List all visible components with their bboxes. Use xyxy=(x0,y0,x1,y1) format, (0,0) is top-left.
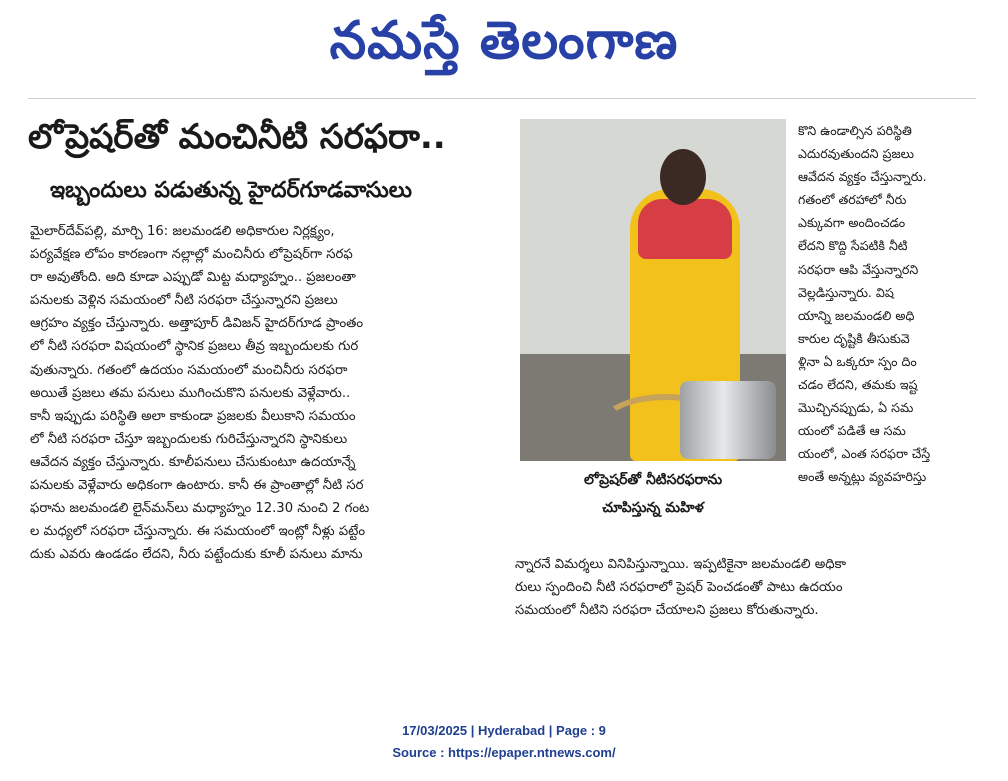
body-line: గతంలో తరహాలో నీరు xyxy=(798,192,907,208)
body-line: లో నీటి సరఫరా విషయంలో స్థానిక ప్రజలు తీవ్ర ఇబ్బందులకు గుర xyxy=(30,339,359,355)
masthead-divider xyxy=(28,98,976,99)
body-line: పనులకు వెళ్లేవారు అధికంగా ఉంటారు. కానీ ఈ ప్రాంతాల్లో నీటి సర xyxy=(30,478,364,494)
body-line: వెల్లడిస్తున్నారు. విష xyxy=(798,284,894,300)
body-line: అయితే ప్రజలు తమ పనులు ముగించుకొని పనులకు వెళ్లేవారు.. xyxy=(30,385,351,401)
body-line: ఎక్కువగా అందించడం xyxy=(798,215,906,231)
body-line: యాన్ని జలమండలి అధి xyxy=(798,307,915,323)
body-line: కారుల దృష్టికి తీసుకువె xyxy=(798,330,910,346)
body-line: సమయంలో నీటిని సరఫరా చేయాలని ప్రజలు కోరుతున్నారు. xyxy=(515,603,819,619)
body-line: వుతున్నారు. గతంలో ఉదయం సమయంలో మంచినీరు సరఫరా xyxy=(30,362,348,378)
newspaper-masthead: నమస్తే తెలంగాణ xyxy=(329,10,679,71)
body-line: ఆవేదన వ్యక్తం చేస్తున్నారు. xyxy=(798,169,927,185)
body-line: యంలో పడితే ఆ సమ xyxy=(798,423,906,439)
article-photo-woman-collecting-water xyxy=(520,119,786,461)
body-line: కొని ఉండాల్సిన పరిస్థితి xyxy=(798,123,912,138)
footer-date-edition: 17/03/2025 | Hyderabad | Page : 9 xyxy=(402,723,606,738)
photo-woman-blouse xyxy=(638,199,732,259)
body-line: ల మధ్యలో సరఫరా చేస్తున్నారు. ఈ సమయంలో ఇంట్లో నీళ్లు పట్టేం xyxy=(30,524,366,540)
body-line: ఆవేదన వ్యక్తం చేస్తున్నారు. కూలీపనులు చేసుకుంటూ ఉదయాన్నే xyxy=(30,454,356,470)
page-footer xyxy=(0,720,1008,764)
body-line: రులు స్పందించి నీటి సరఫరాలో ప్రెషర్ పెంచడంతో పాటు ఉదయం xyxy=(515,580,843,596)
article-body-bottom xyxy=(515,553,963,622)
article-body-left-column xyxy=(30,220,500,566)
body-line: రా అవుతోంది. అది కూడా ఎప్పుడో మిట్ట మధ్యాహ్నం.. ప్రజలంతా xyxy=(30,270,356,286)
body-line: ఆగ్రహం వ్యక్తం చేస్తున్నారు. అత్తాపూర్ డివిజన్ హైదర్‌గూడ ప్రాంతం xyxy=(30,316,364,332)
body-line: లేదని కొద్ది సేపటికి నీటి xyxy=(798,238,908,254)
body-line: దుకు ఎవరు ఉండడం లేదని, నీరు పట్టేందుకు కూలీ పనులు మాను xyxy=(30,547,363,563)
body-line: మొచ్చినప్పుడు, ఏ సమ xyxy=(798,400,914,416)
body-line: పర్యవేక్షణ లోపం కారణంగా నల్లాల్లో మంచినీరు లోప్రెషర్‌గా సరఫ xyxy=(30,247,353,263)
body-line: ళ్లినా ఏ ఒక్కరూ స్పం దిం xyxy=(798,353,917,369)
photo-caption-line: లోప్రెషర్‌తో నీటిసరఫరాను xyxy=(583,472,723,488)
photo-steel-vessel xyxy=(680,381,776,459)
body-line: ఎదురవుతుందని ప్రజలు xyxy=(798,146,914,162)
article-subheadline: ఇబ్బందులు పడుతున్న హైదర్‌గూడవాసులు xyxy=(50,178,412,203)
footer-source-link[interactable]: Source : https://epaper.ntnews.com/ xyxy=(392,745,616,760)
article-body-right-column xyxy=(798,119,950,489)
body-line: లో నీటి సరఫరా చేస్తూ ఇబ్బందులకు గురిచేస్తున్నారని స్థానికులు xyxy=(30,431,348,447)
body-line: సరఫరా ఆపి వేస్తున్నారని xyxy=(798,261,919,277)
body-line: పనులకు వెళ్లిన సమయంలో నీటి సరఫరా చేస్తున్నారని ప్రజలు xyxy=(30,293,338,309)
body-line: అంతే అన్నట్లు వ్యవహరిస్తు xyxy=(798,469,927,485)
body-line: ఫరాను జలమండలి లైన్‌మన్‌లు మధ్యాహ్నం 12.30 నుంచి 2 గంట xyxy=(30,501,370,517)
photo-woman-head xyxy=(660,149,706,205)
body-line: యంలో, ఎంత సరఫరా చేస్తే xyxy=(798,446,931,462)
article-headline: లోప్రెషర్‌తో మంచినీటి సరఫరా.. xyxy=(28,117,446,157)
body-line: మైలార్‌దేవ్‌పల్లి, మార్చి 16: జలమండలి అధికారుల నిర్లక్ష్యం, xyxy=(30,224,335,239)
body-line: న్నారనే విమర్శలు వినిపిస్తున్నాయి. ఇప్పటికైనా జలమండలి అధికా xyxy=(515,557,847,572)
body-line: చడం లేదని, తమకు ఇష్ట xyxy=(798,377,918,393)
photo-caption-line: చూపిస్తున్న మహిళ xyxy=(602,500,704,516)
photo-caption xyxy=(520,466,786,522)
body-line: కానీ ఇప్పుడు పరిస్థితి అలా కాకుండా ప్రజలకు వీలుకాని సమయం xyxy=(30,408,356,424)
